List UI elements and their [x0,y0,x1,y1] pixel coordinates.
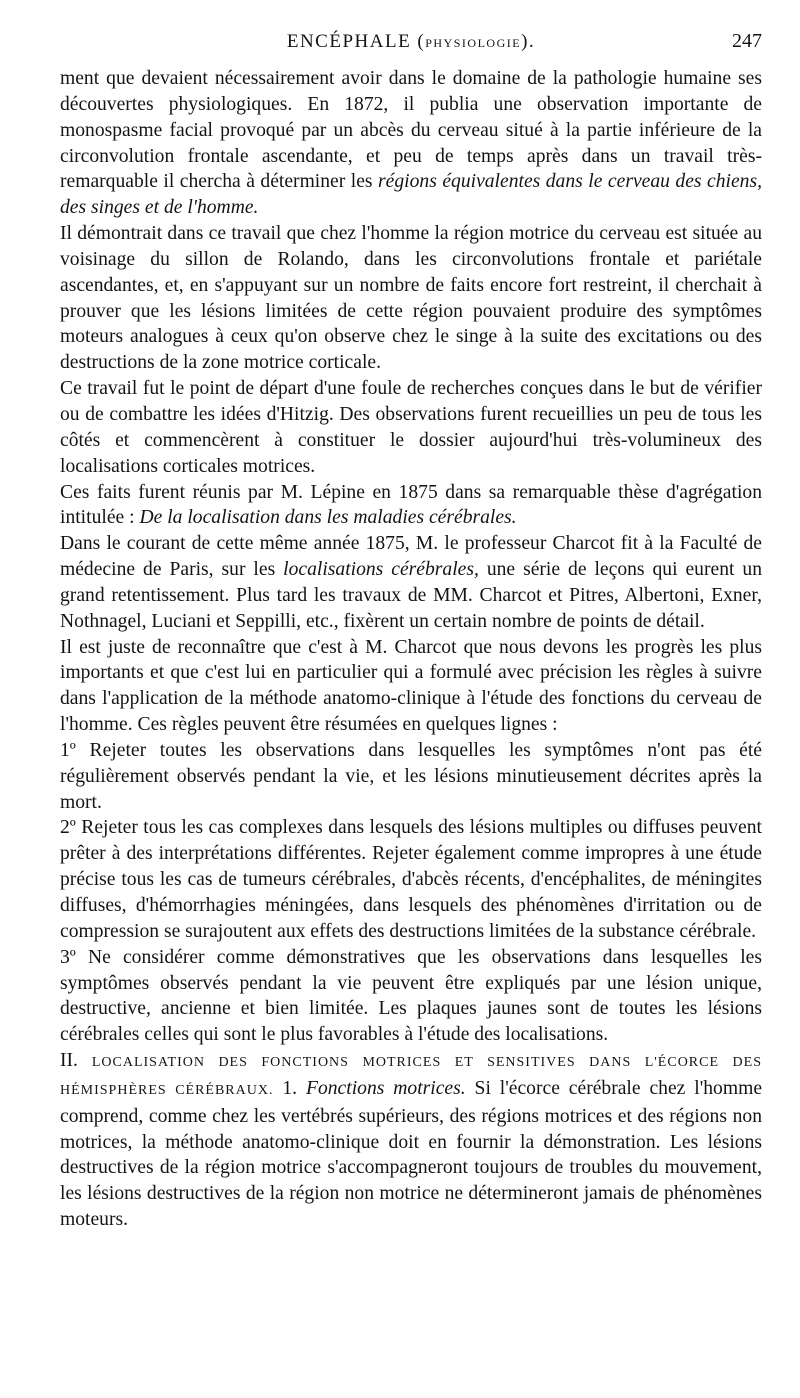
paragraph-p9 [60,945,762,1048]
paragraph-text: Ce travail fut le point de départ d'une foule de recherches conçues dans le but de vérifier ou de combattre les idées d'Hitzig. Des observations furent recueillies un peu de tous les côtés et commencèrent à constituer le dossier aujourd'hui très-volumineux des localisations corticales motrices. [60,378,762,477]
running-title-open: ( [411,31,426,52]
paragraph-p1 [60,66,762,221]
italic-text: régions équivalentes dans le cerveau des chiens, des singes et de l'homme. [60,171,763,219]
paragraph-text: II. [60,1050,92,1072]
italic-text: De la localisation dans les maladies cérébrales. [139,507,517,529]
running-title-main: ENCÉPHALE [286,31,412,52]
paragraph-text: 2º Rejeter tous les cas complexes dans lesquels des lésions multiples ou diffuses peuvent prêter à des interprétations différentes. Rejeter également comme impropres à une étude précise tous les cas de tumeurs cérébrales, d'abcès récents, d'encéphalites, de méningites diffuses, d'hémorrhagies méningées, dans lesquels des phénomènes d'irritation ou de compression se surajoutent aux effets des destructions limitées de la substance cérébrale. [60,817,762,942]
running-title [200,31,621,53]
paragraph-p3 [60,376,762,479]
paragraph-p7 [60,738,762,816]
italic-text: localisations cérébrales, [283,559,479,581]
paragraph-text: Ces faits furent réunis par M. Lépine en 1875 dans sa remarquable thèse d'agrégation intitulée : [60,481,762,529]
body-text [60,66,762,1233]
paragraph-text: Il est juste de reconnaître que c'est à M. Charcot que nous devons les progrès les plus importants et que c'est lui en particulier qui a formulé avec précision les règles à suivre dans l'application de la méthode anatomo-clinique à l'étude des fonctions du cerveau de l'homme. Ces règles peuvent être résumées en quelques lignes : [60,636,762,736]
paragraph-text: ment que devaient nécessairement avoir dans le domaine de la pathologie humaine ses découvertes physiologiques. En 1872, il publia une observation importante de monospasme facial provoqué par un abcès du cerveau situé à la partie inférieure de la circonvolution frontale ascendante, et peu de temps après dans un travail très-remarquable il chercha à déterminer les [60,68,762,193]
paragraph-p2 [60,221,762,376]
running-title-sub: PHYSIOLOGIE [425,36,522,50]
paragraph-text: Il démontrait dans ce travail que chez l'homme la région motrice du cerveau est située au voisinage du sillon de Rolando, dans les circonvolutions frontale et pariétale ascendantes, et, en s'appuyant sur un nombre de faits encore fort restreint, il cherchait à prouver que les lésions limitées de cette région pouvaient produire des symptômes moteurs analogues à ceux qu'on observe chez le singe à la suite des excitations ou des destructions de la zone motrice corticale. [60,223,762,374]
paragraph-p6 [60,635,762,738]
paragraph-p10 [60,1048,762,1233]
paragraph-text: 3º Ne considérer comme démonstratives que les observations dans lesquelles les symptômes observés pendant la vie peuvent être expliqués par une lésion unique, destructive, ancienne et bien limitée. Les plaques jaunes sont de toutes les lésions cérébrales celles qui sont le plus favorables à l'étude des localisations. [60,946,762,1046]
italic-text: Fonctions motrices. [306,1077,466,1099]
paragraph-p8 [60,815,762,944]
paragraph-text: 1. [273,1077,306,1099]
running-header [60,30,762,54]
small-caps-heading: LOCALISATION DES FONCTIONS MOTRICES ET SENSITIVES DANS L'ÉCORCE DES HÉMISPHÈRES CÉRÉBRAUX. [60,1055,762,1098]
paragraph-text: 1º Rejeter toutes les observations dans lesquelles les symptômes n'ont pas été régulièrement observés pendant la vie, et les lésions minutieusement décrites après la mort. [60,739,762,813]
paragraph-text: une série de leçons qui eurent un grand retentissement. Plus tard les travaux de MM. Charcot et Pitres, Albertoni, Exner, Nothnagel, Luciani et Seppilli, etc., fixèrent un certain nombre de points de détail. [60,559,762,632]
paragraph-p4 [60,480,762,532]
running-title-close: ). [521,31,536,52]
page-number: 247 [732,30,763,52]
paragraph-text: Dans le courant de cette même année 1875, M. le professeur Charcot fit à la Faculté de médecine de Paris, sur les [60,533,762,581]
paragraph-text: Si l'écorce cérébrale chez l'homme comprend, comme chez les vertébrés supérieurs, des régions motrices et des régions non motrices, la méthode anatomo-clinique doit en fournir la démonstration. Les lésions destructives de la région motrice s'accompagneront toujours de troubles du mouvement, les lésions destructives de la région non motrice ne détermineront jamais de phénomènes moteurs. [60,1077,763,1231]
paragraph-p5 [60,531,762,634]
